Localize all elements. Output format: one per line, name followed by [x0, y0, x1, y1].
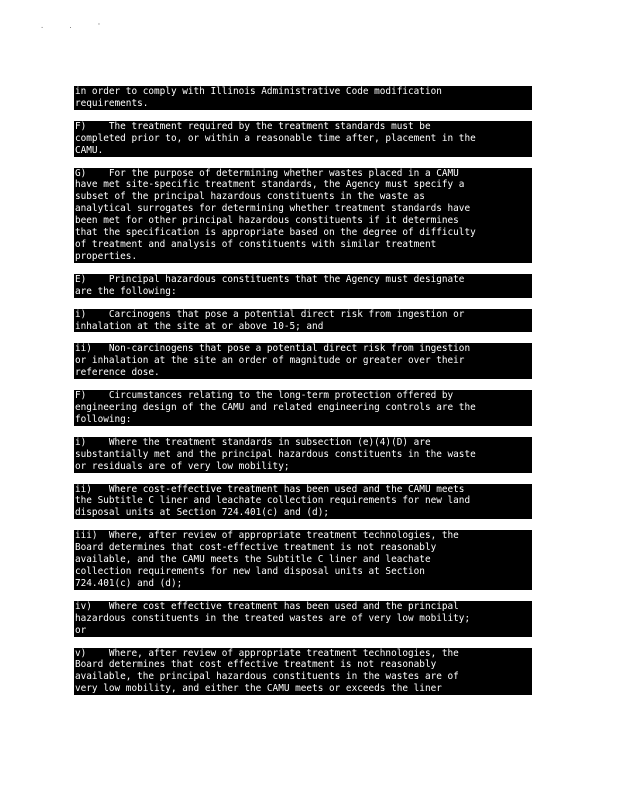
paragraph-f-treatment-timing: [74, 121, 532, 157]
paragraph-ii-cost-effective-treatment: [74, 484, 532, 520]
paragraph-text: i) Carcinogens that pose a potential direct risk from ingestion or inhalation at the site at or above 10-5; and: [74, 309, 532, 333]
paragraph-e-principal-constituents: [74, 274, 532, 298]
paragraph-text: G) For the purpose of determining whether wastes placed in a CAMU have met site-specific treatment standards, the Agency must specify a subset of the principal hazardous constituents in the waste as analytical surrogates for determining whether treatment standards have been met for other principal hazardous constituents if it determines that the specification is appropriate based on the degree of difficulty of treatment and analysis of constituents with similar treatment properties.: [74, 168, 532, 263]
paragraph-v-not-reasonably-available: [74, 648, 532, 696]
paragraph-ii-non-carcinogens: [74, 343, 532, 379]
paragraph-modification-requirements: [74, 86, 532, 110]
paragraph-f-long-term-protection: [74, 390, 532, 426]
paragraph-text: ii) Where cost-effective treatment has been used and the CAMU meets the Subtitle C liner and leachate collection requirements for new land disposal units at Section 724.401(c) and (d);: [74, 484, 532, 520]
paragraph-iii-board-review: [74, 530, 532, 590]
paragraph-text: ii) Non-carcinogens that pose a potential direct risk from ingestion or inhalation at the site an order of magnitude or greater over their reference dose.: [74, 343, 532, 379]
paragraph-text: v) Where, after review of appropriate treatment technologies, the Board determines that cost effective treatment is not reasonably available, the principal hazardous constituents in the wastes are of very low mobility, and either the CAMU meets or exceeds the liner: [74, 648, 532, 696]
paragraph-iv-treated-wastes: [74, 601, 532, 637]
paragraph-g-analytical-surrogates: [74, 168, 532, 263]
paragraph-text: in order to comply with Illinois Administrative Code modification requirements.: [74, 86, 532, 110]
scan-corner-marks: . . ': [40, 22, 112, 30]
paragraph-i-low-mobility: [74, 437, 532, 473]
paragraph-text: iv) Where cost effective treatment has been used and the principal hazardous constituents in the treated wastes are of very low mobility; or: [74, 601, 532, 637]
document-page: [74, 86, 532, 706]
paragraph-text: F) Circumstances relating to the long-term protection offered by engineering design of the CAMU and related engineering controls are the following:: [74, 390, 532, 426]
paragraph-text: E) Principal hazardous constituents that the Agency must designate are the following:: [74, 274, 532, 298]
paragraph-text: F) The treatment required by the treatment standards must be completed prior to, or within a reasonable time after, placement in the CAMU.: [74, 121, 532, 157]
paragraph-i-carcinogens: [74, 309, 532, 333]
paragraph-text: i) Where the treatment standards in subsection (e)(4)(D) are substantially met and the principal hazardous constituents in the waste or residuals are of very low mobility;: [74, 437, 532, 473]
paragraph-text: iii) Where, after review of appropriate treatment technologies, the Board determines that cost-effective treatment is not reasonably available, and the CAMU meets the Subtitle C liner and leachate collection requirements for new land disposal units at Section 724.401(c) and (d);: [74, 530, 532, 590]
